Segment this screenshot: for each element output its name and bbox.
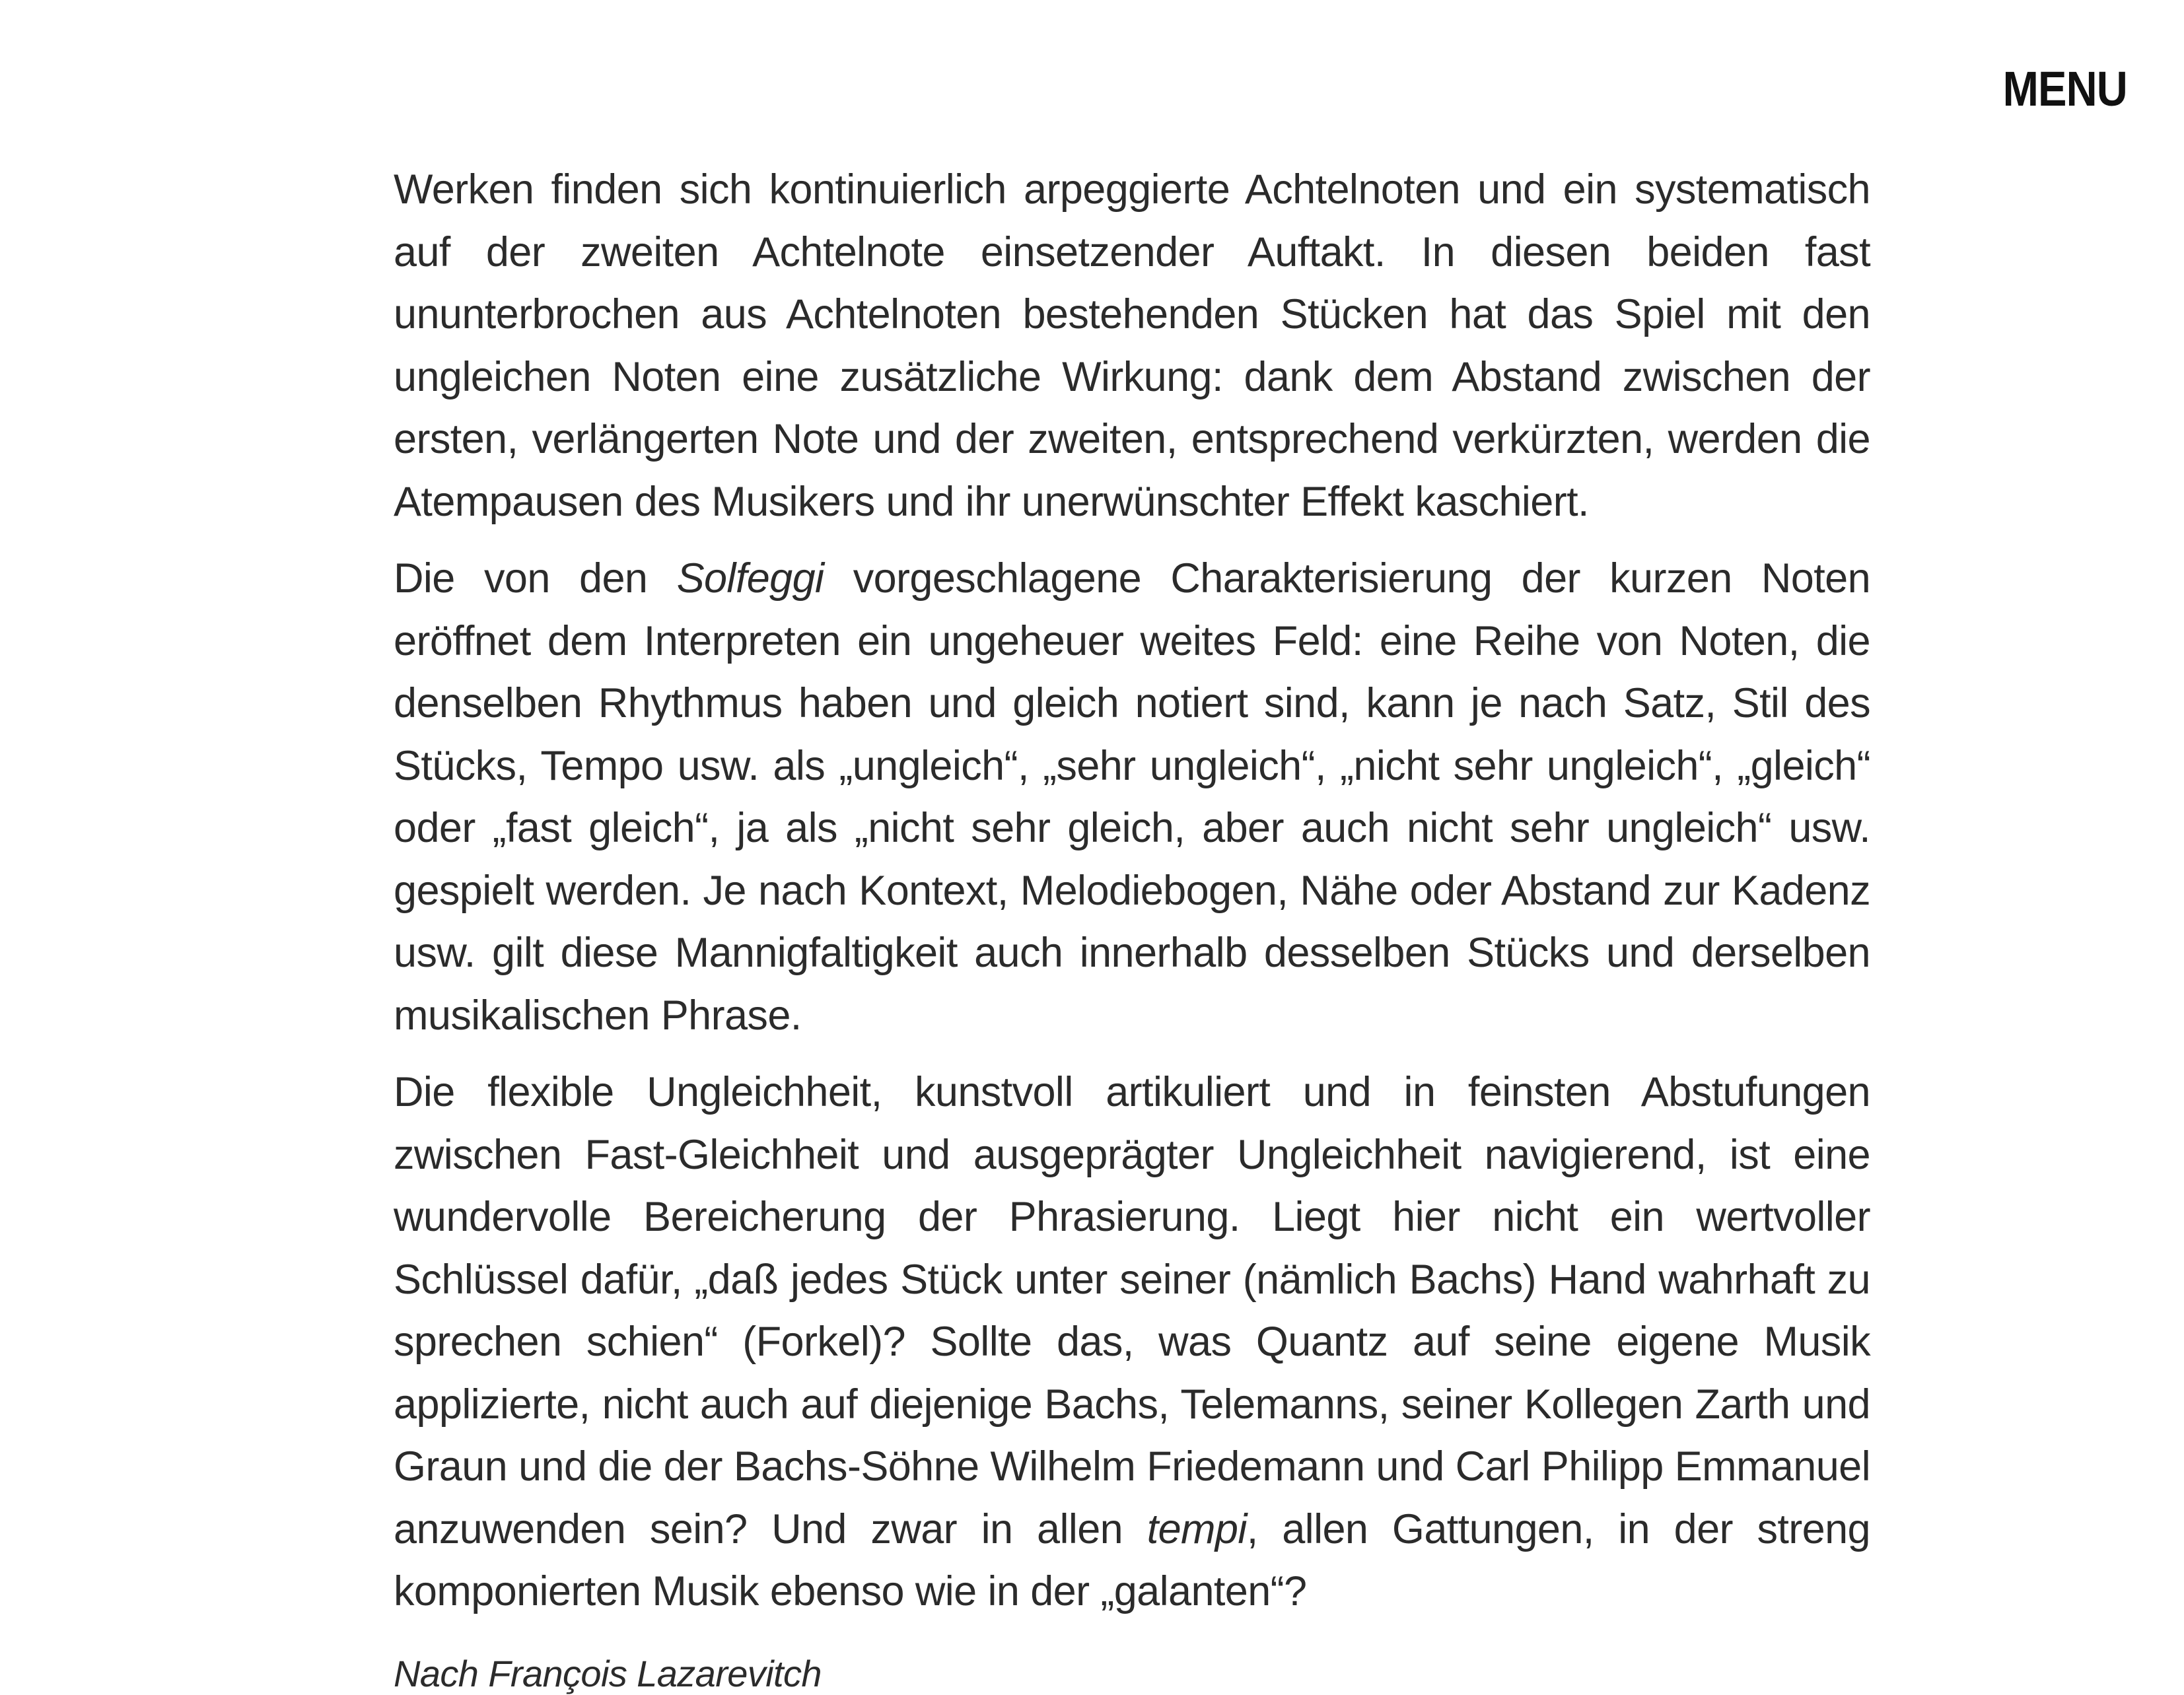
- paragraph-2: [394, 547, 1870, 1047]
- paragraph-3: [394, 1061, 1870, 1623]
- paragraph-2-text-end: vorgeschlagene Charakterisierung der kurzen Noten eröffnet dem Interpreten ein ungeheuer weites Feld: eine Reihe von Noten, die denselben Rhythmus haben und gleich notiert sind, kann je nach Satz, Stil des Stücks, Tempo usw. als „ungleich“, „sehr ungleich“, „nicht sehr ungleich“, „gleich“ oder „fast gleich“, ja als „nicht sehr gleich, aber auch nicht sehr ungleich“ usw. gespielt werden. Je nach Kontext, Melodiebogen, Nähe oder Abstand zur Kadenz usw. gilt diese Mannigfaltigkeit auch innerhalb desselben Stücks und derselben musikalischen Phrase.: [394, 555, 1871, 1039]
- tempi-emphasis: tempi: [1146, 1505, 1247, 1552]
- author-attribution: Nach François Lazarevitch: [394, 1652, 822, 1694]
- article-body: [394, 158, 1870, 1695]
- paragraph-3-text-end: , allen Gattungen, in der streng komponierten Musik ebenso wie in der „galanten“?: [394, 1505, 1870, 1614]
- paragraph-3-text-start: Die flexible Ungleichheit, kunstvoll artikuliert und in feinsten Abstufungen zwischen Fast-Gleichheit und ausgeprägter Ungleichheit navigierend, ist eine wundervolle Bereicherung der Phrasierung. Liegt hier nicht ein wertvoller Schlüssel dafür, „daß jedes Stück unter seiner (nämlich Bachs) Hand wahrhaft zu sprechen schien“ (Forkel)? Sollte das, was Quantz auf seine eigene Musik applizierte, nicht auch auf diejenige Bachs, Telemanns, seiner Kollegen Zarth und Graun und die der Bachs-Söhne Wilhelm Friedemann und Carl Philipp Emmanuel anzuwenden sein? Und zwar in allen: [394, 1069, 1870, 1552]
- solfeggi-emphasis: Solfeggi: [676, 555, 824, 602]
- menu-button[interactable]: MENU: [2002, 61, 2127, 116]
- paragraph-2-text-start: Die von den: [394, 555, 677, 602]
- paragraph-1: Werken finden sich kontinuierlich arpeggierte Achtelnoten und ein systematisch auf der zweiten Achtelnote einsetzender Auftakt. In diesen beiden fast ununterbrochen aus Achtelnoten bestehenden Stücken hat das Spiel mit den ungleichen Noten eine zusätzliche Wirkung: dank dem Abstand zwischen der ersten, verlängerten Note und der zweiten, entsprechend verkürzten, werden die Atempausen des Musikers und ihr unerwünschter Effekt kaschiert.: [394, 166, 1870, 525]
